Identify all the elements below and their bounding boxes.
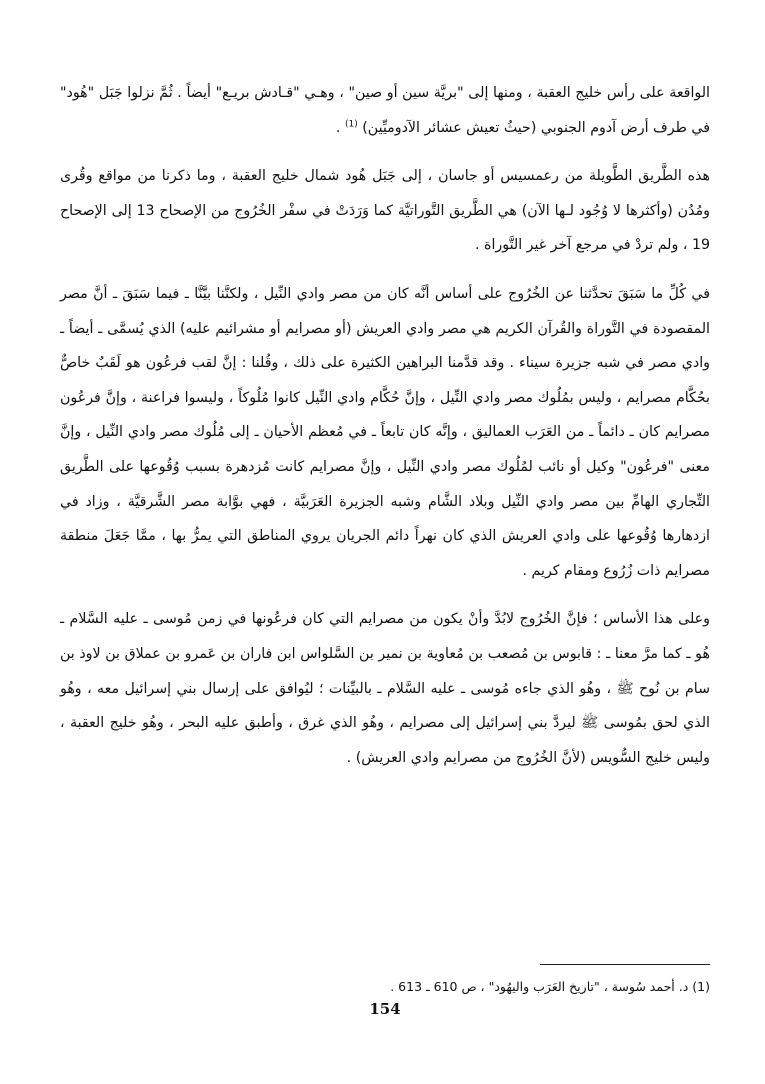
footnote-reference: (1) — [344, 118, 358, 129]
footnote: (1) د. أحمد سُوسة ، "تاريخ العَرَب واليهُود" ، ص 610 ـ 613 . — [390, 979, 710, 994]
paragraph-1 — [60, 76, 710, 145]
paragraph-3: في كُلِّ ما سَبَقَ تحدَّثنا عن الخُرُوج على أساس أنَّه كان من مصر وادي النِّيل ، ولكنَّنا بيَّنَّا ـ فيما سَبَقَ ـ أنَّ مصر المقصودة في التَّوراة والقُرآن الكريم هي مصر وادي العريش (أو مصرايم أو مشرائيم عليه) الذي يُسمَّى ـ أيضاً ـ وادي مصر في شبه جزيرة سيناء . وقد قدَّمنا البراهين الكثيرة على ذلك ، وقُلنا : إنَّ لقب فرعُون هو لَقَبٌ خاصٌّ بحُكَّام مصرايم ، وليس بمُلُوك مصر وادي النِّيل ، وإنَّ حُكَّام وادي النِّيل كانوا مُلُوكاً ، وليسوا فراعنة ، وإنَّ فرعُون مصرايم كان ـ دائماً ـ من العَرَب العماليق ، وإنَّه كان تابعاً ـ في مُعظم الأحيان ـ إلى مُلُوك مصر وادي النِّيل ، وإنَّ معنى "فرعُون" وكيل أو نائب لمُلُوك مصر وادي النِّيل ، وإنَّ مصرايم كانت مُزدهرة بسبب وُقُوعها على الطَّريق التِّجاري الهامِّ بين مصر وادي النِّيل وبلاد الشَّام وشبه الجزيرة العَرَبيَّة ، فهي بوَّابة مصر الشَّرقيَّة ، وزاد في ازدهارها وُقُوعها على وادي العريش الذي كان نهراً دائم الجريان يروي المناطق التي يمرُّ بها ، ممَّا جَعَلَ منطقة مصرايم ذات زُرُوع ومقام كريم . — [60, 285, 710, 579]
paragraph-1-text: الواقعة على رأس خليج العقبة ، ومنها إلى "بريَّة سين أو صين" ، وهـي "قـادش بريـع" أيضاً . ثُمَّ نزلوا جَبَل "هُود" في طرف أرض آدوم الجنوبي (حيثُ تعيش عشائر الآدوميِّين) — [60, 85, 710, 136]
paragraph-4: وعلى هذا الأساس ؛ فإنَّ الخُرُوج لابُدَّ وأنْ يكون من مصرايم التي كان فرعُونها في زمن مُوسى ـ عليه السَّلام ـ هُو ـ كما مرَّ معنا ـ : قابوس بن مُصعب بن مُعاوية بن نمير بن السَّلواس ابن فاران بن عَمرو بن عملاق بن لاوذ بن سام بن نُوح ﷺ ، وهُو الذي جاءه مُوسى ـ عليه السَّلام ـ بالبيِّنات ؛ ليُوافق على إرسال بني إسرائيل معه ، وهُو الذي لحق بمُوسى ﷺ ليردَّ بني إسرائيل إلى مصرايم ، وهُو الذي غرق ، وأطبق عليه البحر ، وهُو خليج العقبة ، وليس خليج السُّويس (لأنَّ الخُرُوج من مصرايم وادي العريش) . — [60, 611, 710, 766]
footnote-separator — [540, 964, 710, 965]
book-page — [60, 76, 710, 1084]
paragraph-2: هذه الطَّريق الطَّويلة من رعمسيس أو جاسان ، إلى جَبَل هُود شمال خليج العقبة ، وما ذكرنا من مواقع وقُرى ومُدُن (وأكثرها لا وُجُود لـها الآن) هي الطَّريق التَّوراتيَّة كما وَرَدَتْ في سفْر الخُرُوج من الإصحاح 13 إلى الإصحاح 19 ، ولم تردْ في مرجع آخر غير التَّوراة . — [60, 168, 710, 254]
page-number: 154 — [369, 1000, 401, 1018]
paragraph-1-tail: . — [335, 119, 345, 136]
